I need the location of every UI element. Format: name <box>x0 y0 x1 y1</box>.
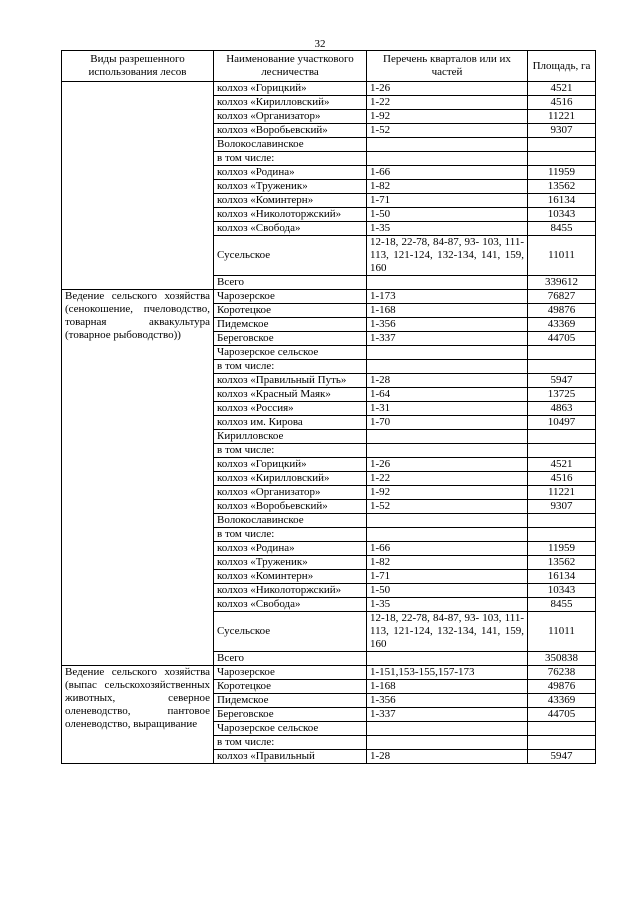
quarters-cell: 1-356 <box>367 318 528 332</box>
forestry-cell: колхоз «Горицкий» <box>214 82 367 96</box>
quarters-cell <box>367 430 528 444</box>
quarters-cell <box>367 444 528 458</box>
area-cell: 11959 <box>528 166 596 180</box>
forestry-cell: колхоз «Николоторжский» <box>214 584 367 598</box>
forestry-cell: колхоз «Воробьевский» <box>214 124 367 138</box>
forestry-cell: Кирилловское <box>214 430 367 444</box>
forestry-cell: колхоз «Организатор» <box>214 110 367 124</box>
quarters-cell: 1-35 <box>367 222 528 236</box>
forestry-cell: Чарозерское сельское <box>214 346 367 360</box>
quarters-cell: 1-22 <box>367 96 528 110</box>
area-cell: 5947 <box>528 750 596 764</box>
quarters-cell: 1-28 <box>367 750 528 764</box>
quarters-cell <box>367 276 528 290</box>
quarters-cell: 1-66 <box>367 542 528 556</box>
area-cell: 11011 <box>528 612 596 652</box>
area-cell: 339612 <box>528 276 596 290</box>
table-header-row <box>62 51 596 82</box>
area-cell: 4863 <box>528 402 596 416</box>
area-cell: 11221 <box>528 110 596 124</box>
area-cell: 8455 <box>528 222 596 236</box>
table-row <box>62 666 596 680</box>
area-cell: 5947 <box>528 374 596 388</box>
forestry-cell: Чарозерское <box>214 666 367 680</box>
quarters-cell <box>367 514 528 528</box>
forestry-cell: Чарозерское сельское <box>214 722 367 736</box>
table-body <box>62 82 596 764</box>
area-cell: 76238 <box>528 666 596 680</box>
area-cell <box>528 346 596 360</box>
forestry-cell: Сусельское <box>214 236 367 276</box>
area-cell: 10343 <box>528 584 596 598</box>
quarters-cell <box>367 528 528 542</box>
forestry-cell: колхоз «Родина» <box>214 542 367 556</box>
area-cell: 11011 <box>528 236 596 276</box>
quarters-cell <box>367 652 528 666</box>
header-forestry: Наименование участкового лесничества <box>214 51 367 82</box>
quarters-cell: 1-356 <box>367 694 528 708</box>
area-cell: 4516 <box>528 472 596 486</box>
forestry-cell: в том числе: <box>214 444 367 458</box>
quarters-cell: 1-28 <box>367 374 528 388</box>
quarters-cell <box>367 152 528 166</box>
forestry-cell: в том числе: <box>214 528 367 542</box>
forestry-cell: колхоз «Свобода» <box>214 222 367 236</box>
page-number: 32 <box>314 38 326 50</box>
use-type-cell: Ведение сельского хозяйства (выпас сельскохозяйственных животных, северное оленеводство, пантовое оленеводство, выращивание <box>62 666 214 764</box>
area-cell <box>528 722 596 736</box>
area-cell: 49876 <box>528 304 596 318</box>
forestry-cell: Волокославинское <box>214 514 367 528</box>
forestry-cell: колхоз «Воробьевский» <box>214 500 367 514</box>
quarters-cell: 1-35 <box>367 598 528 612</box>
quarters-cell <box>367 722 528 736</box>
quarters-cell: 1-26 <box>367 458 528 472</box>
forestry-cell: колхоз «Организатор» <box>214 486 367 500</box>
area-cell: 11959 <box>528 542 596 556</box>
area-cell: 76827 <box>528 290 596 304</box>
area-cell: 4521 <box>528 458 596 472</box>
quarters-cell: 1-52 <box>367 124 528 138</box>
forestry-cell: Чарозерское <box>214 290 367 304</box>
quarters-cell: 1-26 <box>367 82 528 96</box>
quarters-cell: 1-50 <box>367 584 528 598</box>
forestry-cell: Пидемское <box>214 694 367 708</box>
forestry-cell: в том числе: <box>214 360 367 374</box>
quarters-cell: 12-18, 22-78, 84-87, 93- 103, 111-113, 121-124, 132-134, 141, 159, 160 <box>367 612 528 652</box>
area-cell <box>528 138 596 152</box>
area-cell: 9307 <box>528 500 596 514</box>
use-type-cell: Ведение сельского хозяйства (сенокошение, пчеловодство, товарная аквакультура (товарное рыбоводство)) <box>62 290 214 666</box>
header-quarters: Перечень кварталов или их частей <box>367 51 528 82</box>
forestry-cell: колхоз «Правильный Путь» <box>214 374 367 388</box>
forestry-cell: Всего <box>214 652 367 666</box>
use-type-cell <box>62 82 214 290</box>
forestry-cell: Сусельское <box>214 612 367 652</box>
quarters-cell: 1-70 <box>367 416 528 430</box>
area-cell <box>528 514 596 528</box>
header-use-type: Виды разрешенного использования лесов <box>62 51 214 82</box>
area-cell: 49876 <box>528 680 596 694</box>
forestry-cell: колхоз «Красный Маяк» <box>214 388 367 402</box>
forestry-cell: Коротецкое <box>214 680 367 694</box>
forestry-cell: колхоз «Николоторжский» <box>214 208 367 222</box>
quarters-cell <box>367 736 528 750</box>
area-cell: 44705 <box>528 332 596 346</box>
forestry-cell: колхоз «Труженик» <box>214 180 367 194</box>
quarters-cell: 1-82 <box>367 180 528 194</box>
forest-use-table <box>61 50 596 764</box>
quarters-cell: 1-31 <box>367 402 528 416</box>
forestry-cell: в том числе: <box>214 736 367 750</box>
area-cell: 10497 <box>528 416 596 430</box>
quarters-cell: 12-18, 22-78, 84-87, 93- 103, 111-113, 121-124, 132-134, 141, 159, 160 <box>367 236 528 276</box>
forestry-cell: в том числе: <box>214 152 367 166</box>
quarters-cell: 1-92 <box>367 486 528 500</box>
forestry-cell: колхоз «Коминтерн» <box>214 570 367 584</box>
quarters-cell: 1-71 <box>367 570 528 584</box>
forestry-cell: колхоз «Свобода» <box>214 598 367 612</box>
quarters-cell <box>367 360 528 374</box>
quarters-cell: 1-71 <box>367 194 528 208</box>
forestry-cell: колхоз «Правильный <box>214 750 367 764</box>
area-cell <box>528 736 596 750</box>
forestry-cell: Всего <box>214 276 367 290</box>
forestry-cell: колхоз «Коминтерн» <box>214 194 367 208</box>
forestry-cell: колхоз «Родина» <box>214 166 367 180</box>
area-cell: 16134 <box>528 194 596 208</box>
quarters-cell: 1-52 <box>367 500 528 514</box>
area-cell: 43369 <box>528 318 596 332</box>
quarters-cell: 1-92 <box>367 110 528 124</box>
forestry-cell: Береговское <box>214 332 367 346</box>
table-row <box>62 82 596 96</box>
area-cell <box>528 360 596 374</box>
quarters-cell: 1-22 <box>367 472 528 486</box>
area-cell <box>528 152 596 166</box>
quarters-cell: 1-173 <box>367 290 528 304</box>
area-cell: 11221 <box>528 486 596 500</box>
area-cell: 4521 <box>528 82 596 96</box>
header-area: Площадь, га <box>528 51 596 82</box>
area-cell: 43369 <box>528 694 596 708</box>
area-cell: 350838 <box>528 652 596 666</box>
quarters-cell: 1-50 <box>367 208 528 222</box>
area-cell: 13562 <box>528 180 596 194</box>
quarters-cell: 1-66 <box>367 166 528 180</box>
quarters-cell: 1-168 <box>367 680 528 694</box>
forestry-cell: Пидемское <box>214 318 367 332</box>
forestry-cell: Волокославинское <box>214 138 367 152</box>
forestry-cell: Береговское <box>214 708 367 722</box>
quarters-cell: 1-82 <box>367 556 528 570</box>
forestry-cell: Коротецкое <box>214 304 367 318</box>
area-cell <box>528 444 596 458</box>
forestry-cell: колхоз «Россия» <box>214 402 367 416</box>
table-row <box>62 290 596 304</box>
forestry-cell: колхоз «Кирилловский» <box>214 472 367 486</box>
area-cell: 44705 <box>528 708 596 722</box>
area-cell: 13562 <box>528 556 596 570</box>
forestry-cell: колхоз «Труженик» <box>214 556 367 570</box>
area-cell: 13725 <box>528 388 596 402</box>
quarters-cell: 1-64 <box>367 388 528 402</box>
area-cell: 16134 <box>528 570 596 584</box>
quarters-cell: 1-337 <box>367 332 528 346</box>
quarters-cell: 1-151,153-155,157-173 <box>367 666 528 680</box>
area-cell <box>528 430 596 444</box>
area-cell: 8455 <box>528 598 596 612</box>
forestry-cell: колхоз «Кирилловский» <box>214 96 367 110</box>
forestry-cell: колхоз им. Кирова <box>214 416 367 430</box>
area-cell: 10343 <box>528 208 596 222</box>
quarters-cell: 1-337 <box>367 708 528 722</box>
quarters-cell <box>367 346 528 360</box>
quarters-cell <box>367 138 528 152</box>
area-cell: 9307 <box>528 124 596 138</box>
area-cell: 4516 <box>528 96 596 110</box>
quarters-cell: 1-168 <box>367 304 528 318</box>
forestry-cell: колхоз «Горицкий» <box>214 458 367 472</box>
area-cell <box>528 528 596 542</box>
